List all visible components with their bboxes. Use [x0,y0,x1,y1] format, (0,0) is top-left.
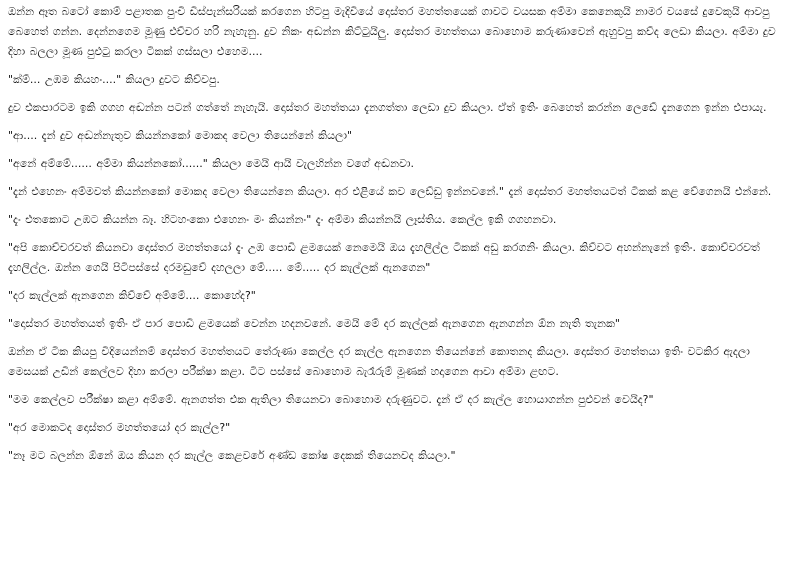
document-body [8,0,792,466]
paragraph-dialogue-1: "ක්ම්... උඹම කියහං...." කියලා දුවට කිව්වපු. [8,73,220,86]
paragraph-dialogue-9: "මම කෙල්ලව පරීක්ෂා කළා අම්මේ. ඇනගත්ත එක ඇතිලා තියෙනවා බොහොම දරුණුවට. දැන් ඒ දර කැල්ල හොයාගන්න පුළුවන් වෙයිද?" [8,393,654,406]
paragraph-dialogue-8: "දොස්තර මහත්තයත් ඉතිං ඒ පාර පොඩි ළමයෙක් වෙන්න හදනවනේ. මෙයි මේ දර කැල්ලක් ඇනගෙන ඇනගන්න ඕන නැති තැනක" [8,317,620,330]
paragraph-narration-2: ඔන්න ඒ ටික කියපු විදියෙන්නම් දොස්තර මහත්තයට තේරුණා කෙල්ල දර කැල්ල ඇනගෙන තියෙන්නේ කොතනද කියලා. දොස්තර මහත්තයා ඉතිං වටකිර ඇදලා මෙසයක් උඩින් කෙල්ලව දිහා කරලා පරීක්ෂා කළා. ටිට පස්සේ බොහොම බැරෑරුම් මූණක් හදාගෙන ආවා අම්මා ළඟට. [8,345,750,378]
paragraph-narration-1: දුව එකපාරටම ඉකි ගගහ අඬන්න පටන් ගත්තේ නැහැයි. දොස්තර මහත්තයා දැනගත්තා ලෙඩා දුව කියලා. ඒත් ඉතිං බෙහෙත් කරන්න ලෙඩේ දැනගෙන ඉන්න එපායැ. [8,101,767,114]
paragraph-intro: ඔන්න ඈත බටෝ කොම් පළාතක පුංචි ඩිස්පැන්සරියක් කරගෙන හිටපු මැදිවියේ දොස්තර මහත්තයෙක් ගාවට වයසක අම්මා කෙනෙකුයි නාමර වයසේ දුවෙකුයි ආවපු බෙහෙත් ගන්න. දෙන්නගෙම මූණු එච්චර හරි නැහැනු. දුව නිකං අඬන්න කිට්ටුයිලු. දොස්තර මහත්තයා බොහොම කරුණාවෙන් ඇහුවපු කව්ද ලෙඩා කියලා. අම්මා දුව දිහා බලලා මූණ පුළුටු කරලා ටිකක් ගස්සලා එහෙම.... [8,5,776,58]
paragraph-dialogue-11: "නෑ මට බලන්න ඕනේ ඔය කියන දර කැල්ල කෙළවරේ අණ්ඩ කෝෂ දෙකක් තියෙනවද කියලා." [8,449,456,462]
paragraph-dialogue-2: "ආ.... දැන් දුව අඬන්නැතුව කියන්නකෝ මොකද වෙලා තියෙන්නේ කියලා" [8,129,353,142]
paragraph-dialogue-5: "දැං එතකොට උඹට කියන්න බෑ. හිටහංකො එහෙනං මං කියන්නං" දැං අම්මා කියන්නයි ලෑස්තිය. කෙල්ල ඉකි ගගහනවා. [8,213,557,226]
paragraph-dialogue-10: "අර මොකටද දොස්තර මහත්තයෝ දර කැල්ල?" [8,421,231,434]
paragraph-dialogue-4: "දැන් එහෙනං අම්මවත් කියන්නකෝ මොකද වෙලා තියෙන්නෙ කියලා. අර එළියේ කව ලෙඩ්ඩු ඉන්නවනේ." දැන් දොස්තර මහත්තයටත් ටිකක් කළ වේගෙනයි එන්නේ. [8,185,772,198]
paragraph-dialogue-7: "දර කැල්ලක් ඇනගෙන කිව්වේ අම්මේ.... කොහේද?" [8,289,256,302]
paragraph-dialogue-6: "අපි කොච්චරවත් කියනවා දොස්තර මහත්තයෝ දැං උඹ පොඩි ළමයෙක් නෙමෙයි ඔය දැහලිල්ල ටිකක් අඩු කරගනිං කියලා. කිව්වට අහන්නැනේ ඉතිං. කොච්චරවත් දැහලිල්ල. ඔන්න ගෙයි පිටිපස්සේ දරමඩුවේ දහලලා මේ..... මේ..... දර කැල්ලක් ඇනගෙන" [8,241,760,274]
paragraph-dialogue-3: "අනේ අම්මේ...... අම්මා කියන්නකෝ......" කියලා මෙයි ආයි වැලහින්න වගේ අඬනවා. [8,157,415,170]
